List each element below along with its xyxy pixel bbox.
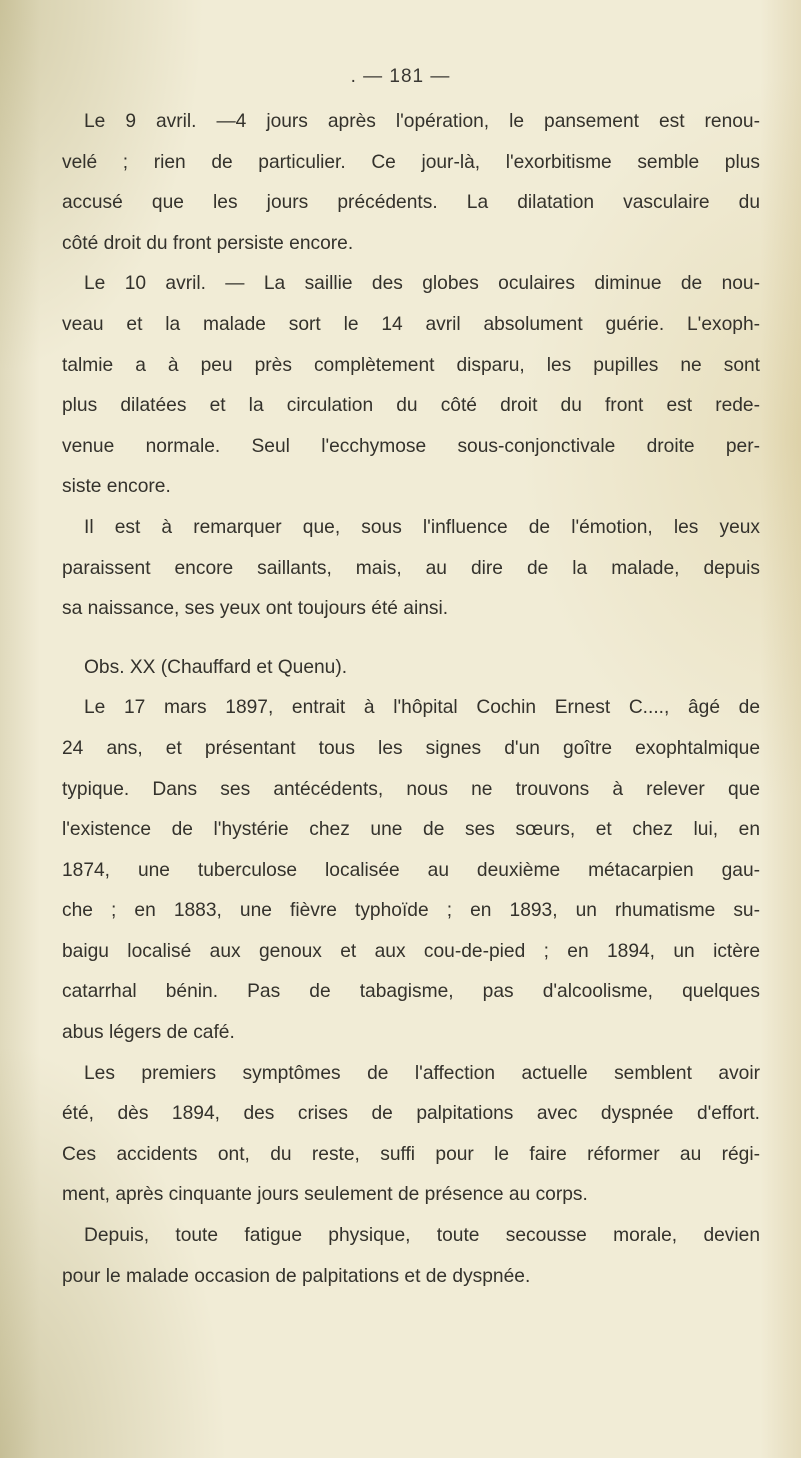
text-line: talmie a à peu près complètement disparu, les pupilles ne sont — [62, 354, 760, 376]
paragraph-remark — [62, 508, 760, 630]
text-line: veau et la malade sort le 14 avril absolument guérie. L'exoph- — [62, 313, 760, 335]
text-line: baigu localisé aux genoux et aux cou-de-pied ; en 1894, un ictère — [62, 940, 760, 962]
observation-heading — [62, 648, 760, 689]
paragraph-case-history — [62, 688, 760, 1053]
text-line: abus légers de café. — [62, 1022, 235, 1044]
text-line: plus dilatées et la circulation du côté droit du front est rede- — [62, 395, 760, 417]
paragraph-april-9 — [62, 102, 760, 264]
text-line: Depuis, toute fatigue physique, toute secousse morale, devien — [84, 1225, 760, 1247]
text-line: accusé que les jours précédents. La dilatation vasculaire du — [62, 192, 760, 214]
page-body — [62, 102, 760, 1297]
text-line: sa naissance, ses yeux ont toujours été ainsi. — [62, 598, 449, 620]
observation-title: Obs. XX (Chauffard et Quenu). — [84, 656, 348, 678]
text-line: Le 10 avril. — La saillie des globes oculaires diminue de nou- — [84, 273, 760, 295]
text-line: Le 9 avril. —4 jours après l'opération, le pansement est renou- — [84, 111, 760, 132]
text-line: Les premiers symptômes de l'affection actuelle semblent avoir — [84, 1062, 760, 1084]
text-line: pour le malade occasion de palpitations et de dyspnée. — [62, 1265, 531, 1287]
text-line: Le 17 mars 1897, entrait à l'hôpital Cochin Ernest C...., âgé de — [84, 697, 760, 719]
text-line: venue normale. Seul l'ecchymose sous-conjonctivale droite per- — [62, 435, 760, 457]
text-line: 24 ans, et présentant tous les signes d'un goître exophtalmique — [62, 737, 760, 759]
text-line: l'existence de l'hystérie chez une de ses sœurs, et chez lui, en — [62, 819, 760, 841]
text-line: été, dès 1894, des crises de palpitations avec dyspnée d'effort. — [62, 1103, 760, 1125]
text-line: siste encore. — [62, 476, 171, 498]
text-line: velé ; rien de particulier. Ce jour-là, l'exorbitisme semble plus — [62, 151, 760, 173]
text-line: che ; en 1883, une fièvre typhoïde ; en 1893, un rhumatisme su- — [62, 900, 760, 922]
paragraph-since — [62, 1216, 760, 1297]
text-line: paraissent encore saillants, mais, au dire de la malade, depuis — [62, 557, 760, 579]
paragraph-first-symptoms — [62, 1054, 760, 1216]
text-line: 1874, une tuberculose localisée au deuxième métacarpien gau- — [62, 859, 760, 881]
text-line: côté droit du front persiste encore. — [62, 232, 354, 254]
page-number: . — 181 — — [350, 66, 451, 87]
paragraph-april-10 — [62, 264, 760, 508]
text-line: Il est à remarquer que, sous l'influence de l'émotion, les yeux — [84, 516, 760, 538]
text-line: catarrhal bénin. Pas de tabagisme, pas d'alcoolisme, quelques — [62, 981, 760, 1003]
section-gap — [62, 630, 760, 648]
text-line: typique. Dans ses antécédents, nous ne trouvons à relever que — [62, 778, 760, 800]
text-line: ment, après cinquante jours seulement de présence au corps. — [62, 1184, 588, 1206]
text-line: Ces accidents ont, du reste, suffi pour le faire réformer au régi- — [62, 1143, 760, 1165]
